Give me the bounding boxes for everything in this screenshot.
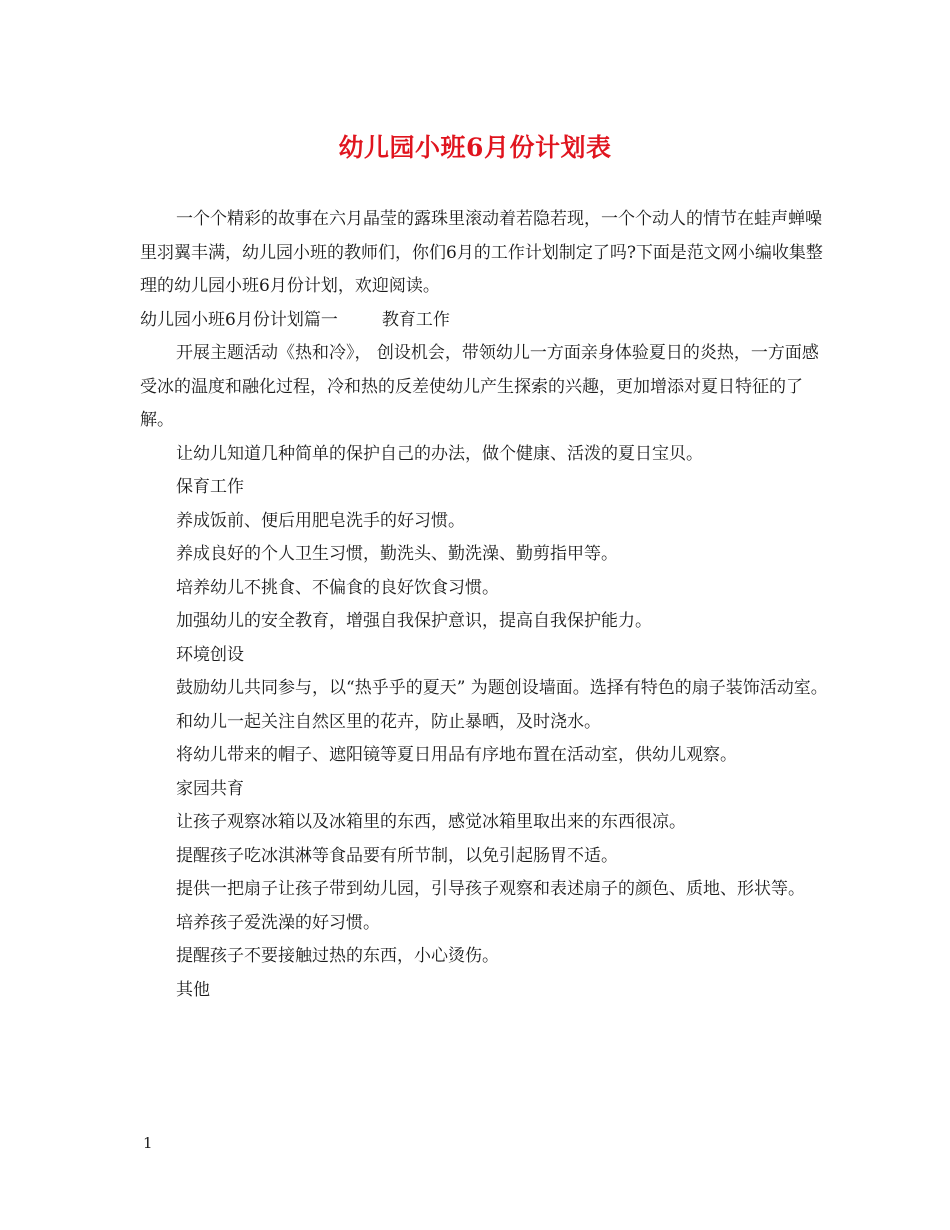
section-heading-education: 教育工作 <box>381 309 450 330</box>
paragraph-safety: 加强幼儿的安全教育，增强自我保护意识，提高自我保护能力。 <box>176 611 652 631</box>
paragraph-ice-cream: 提醒孩子吃冰淇淋等食品要有所节制，以免引起肠胃不适。 <box>176 845 618 866</box>
section-heading-line <box>140 304 830 338</box>
paragraph-fridge: 让孩子观察冰箱以及冰箱里的东西，感觉冰箱里取出来的东西很凉。 <box>176 812 686 832</box>
paragraph-burns: 提醒孩子不要接触过热的东西，小心烫伤。 <box>176 946 499 966</box>
paragraph-self-protection: 让幼儿知道几种简单的保护自己的办法，做个健康、活泼的夏日宝贝。 <box>176 443 703 464</box>
page-number: 1 <box>143 1134 153 1152</box>
section-heading-care: 保育工作 <box>176 477 244 497</box>
paragraph-handwashing: 养成饭前、便后用肥皂洗手的好习惯。 <box>176 510 465 531</box>
section-heading-environment: 环境创设 <box>176 644 244 665</box>
paragraph-summer-items: 将幼儿带来的帽子、遮阳镜等夏日用品有序地布置在活动室，供幼儿观察。 <box>176 745 737 765</box>
document-body <box>140 203 830 1007</box>
paragraph-flowers: 和幼儿一起关注自然区里的花卉，防止暴晒，及时浇水。 <box>176 711 601 732</box>
section-heading-home-school: 家园共育 <box>176 778 244 799</box>
document-title: 幼儿园小班6月份计划表 <box>338 133 612 162</box>
plan-heading: 幼儿园小班6月份计划篇一 <box>140 309 338 330</box>
paragraph-wall-design: 鼓励幼儿共同参与，以“热乎乎的夏天” 为题创设墙面。选择有特色的扇子装饰活动室。 <box>176 678 828 698</box>
section-heading-other: 其他 <box>176 979 210 1000</box>
paragraph-fan: 提供一把扇子让孩子带到幼儿园，引导孩子观察和表述扇子的颜色、质地、形状等。 <box>176 879 805 899</box>
intro-paragraph: 一个个精彩的故事在六月晶莹的露珠里滚动着若隐若现，一个个动人的情节在蛙声蝉噪里羽翼丰满，幼儿园小班的教师们，你们6月的工作计划制定了吗?下面是范文网小编收集整理的幼儿园小班6月份计划，欢迎阅读。 <box>140 209 823 296</box>
paragraph-eating-habits: 培养幼儿不挑食、不偏食的良好饮食习惯。 <box>176 577 499 598</box>
paragraph-hygiene: 养成良好的个人卫生习惯，勤洗头、勤洗澡、勤剪指甲等。 <box>176 544 618 564</box>
paragraph-bathing: 培养孩子爱洗澡的好习惯。 <box>176 912 380 933</box>
paragraph-theme-activity: 开展主题活动《热和冷》， 创设机会，带领幼儿一方面亲身体验夏日的炎热，一方面感受冰的温度和融化过程，冷和热的反差使幼儿产生探索的兴趣，更加增添对夏日特征的了解。 <box>140 343 819 430</box>
